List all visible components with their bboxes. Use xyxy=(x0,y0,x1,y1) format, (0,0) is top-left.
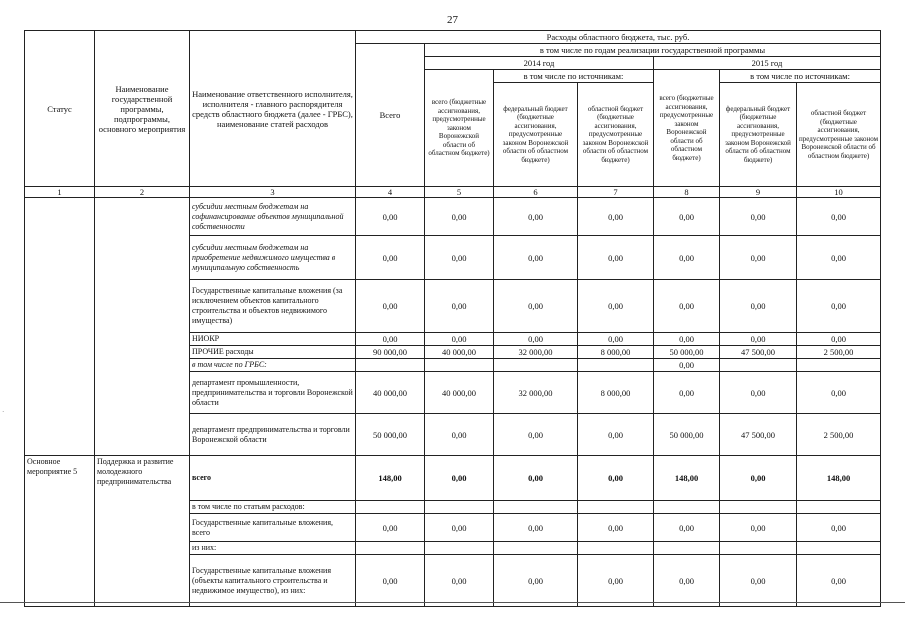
measure-status: Основное мероприятие 5 xyxy=(25,456,95,607)
value-cell: 0,00 xyxy=(654,555,720,607)
header-expenses: Расходы областного бюджета, тыс. руб. xyxy=(356,31,881,44)
value-cell: 0,00 xyxy=(425,456,494,501)
name-cell-empty xyxy=(95,198,190,456)
value-cell xyxy=(356,359,425,372)
value-cell xyxy=(494,542,578,555)
value-cell: 2 500,00 xyxy=(797,414,881,456)
header-all-budget-2015: всего (бюджетные ассигнования, предусмотренные законом Воронежской области об областном бюджете) xyxy=(654,70,720,187)
value-cell: 0,00 xyxy=(654,236,720,280)
value-cell: 0,00 xyxy=(494,514,578,542)
value-cell: 0,00 xyxy=(797,514,881,542)
measure-name: Поддержка и развитие молодежного предпринимательства xyxy=(95,456,190,607)
value-cell xyxy=(720,542,797,555)
value-cell: 0,00 xyxy=(720,372,797,414)
value-cell xyxy=(494,501,578,514)
value-cell: 0,00 xyxy=(356,555,425,607)
value-cell: 0,00 xyxy=(578,198,654,236)
value-cell: 0,00 xyxy=(720,555,797,607)
value-cell: 47 500,00 xyxy=(720,414,797,456)
value-cell xyxy=(578,501,654,514)
value-cell: 32 000,00 xyxy=(494,372,578,414)
value-cell: 0,00 xyxy=(425,236,494,280)
expense-label: субсидии местным бюджетам на софинансирование объектов муниципальной собственности xyxy=(190,198,356,236)
value-cell: 8 000,00 xyxy=(578,346,654,359)
page-number: 27 xyxy=(447,14,458,26)
value-cell: 148,00 xyxy=(654,456,720,501)
value-cell: 0,00 xyxy=(797,236,881,280)
value-cell: 0,00 xyxy=(425,280,494,333)
value-cell xyxy=(425,501,494,514)
value-cell xyxy=(797,542,881,555)
value-cell: 0,00 xyxy=(797,198,881,236)
value-cell xyxy=(494,359,578,372)
value-cell: 0,00 xyxy=(425,555,494,607)
value-cell: 0,00 xyxy=(578,514,654,542)
expense-label: субсидии местным бюджетам на приобретение недвижимого имущества в муниципальную собственность xyxy=(190,236,356,280)
value-cell: 0,00 xyxy=(720,333,797,346)
value-cell: 0,00 xyxy=(654,514,720,542)
value-cell: 50 000,00 xyxy=(654,346,720,359)
value-cell: 40 000,00 xyxy=(425,372,494,414)
expense-label: департамент промышленности, предпринимательства и торговли Воронежской области xyxy=(190,372,356,414)
value-cell: 40 000,00 xyxy=(425,346,494,359)
value-cell: 0,00 xyxy=(494,236,578,280)
value-cell xyxy=(654,542,720,555)
value-cell xyxy=(578,359,654,372)
header-status: Статус xyxy=(25,31,95,187)
value-cell: 0,00 xyxy=(494,280,578,333)
header-federal-2014: федеральный бюджет (бюджетные ассигнования, предусмотренные законом Воронежской области об областном бюджете) xyxy=(494,83,578,187)
value-cell: 8 000,00 xyxy=(578,372,654,414)
measure-expense-label: Государственные капитальные вложения, всего xyxy=(190,514,356,542)
expense-label: ПРОЧИЕ расходы xyxy=(190,346,356,359)
value-cell: 0,00 xyxy=(720,514,797,542)
page-bottom-line xyxy=(0,602,905,603)
value-cell: 0,00 xyxy=(356,333,425,346)
value-cell: 0,00 xyxy=(494,198,578,236)
expense-row xyxy=(25,198,881,236)
value-cell: 0,00 xyxy=(720,456,797,501)
budget-table xyxy=(24,30,881,607)
header-sources-2015: в том числе по источникам: xyxy=(720,70,881,83)
value-cell: 148,00 xyxy=(356,456,425,501)
margin-mark: · xyxy=(2,408,5,416)
status-cell-empty xyxy=(25,198,95,456)
header-name: Наименование государственной программы, подпрограммы, основного мероприятия xyxy=(95,31,190,187)
header-regional-2015: областной бюджет (бюджетные ассигнования, предусмотренные законом Воронежской области об областном бюджете) xyxy=(797,83,881,187)
value-cell xyxy=(720,501,797,514)
value-cell: 0,00 xyxy=(578,280,654,333)
value-cell: 47 500,00 xyxy=(720,346,797,359)
value-cell: 0,00 xyxy=(654,359,720,372)
measure-row xyxy=(25,456,881,501)
value-cell xyxy=(797,501,881,514)
value-cell: 0,00 xyxy=(654,280,720,333)
value-cell: 0,00 xyxy=(356,198,425,236)
measure-expense-label: Государственные капитальные вложения (объекты капитального строительства и недвижимое имущество), из них: xyxy=(190,555,356,607)
value-cell: 50 000,00 xyxy=(654,414,720,456)
value-cell xyxy=(356,542,425,555)
value-cell xyxy=(425,542,494,555)
value-cell: 40 000,00 xyxy=(356,372,425,414)
value-cell xyxy=(578,542,654,555)
value-cell: 90 000,00 xyxy=(356,346,425,359)
value-cell: 0,00 xyxy=(494,414,578,456)
value-cell: 0,00 xyxy=(494,456,578,501)
value-cell: 0,00 xyxy=(578,236,654,280)
value-cell xyxy=(425,359,494,372)
value-cell: 0,00 xyxy=(425,514,494,542)
value-cell xyxy=(356,501,425,514)
value-cell xyxy=(720,359,797,372)
expense-label: Государственные капитальные вложения (за исключением объектов капитального строительства и объектов недвижимого имущества) xyxy=(190,280,356,333)
column-numbers-row: 1 2 3 4 5 6 7 8 9 10 xyxy=(25,187,881,198)
value-cell: 0,00 xyxy=(797,280,881,333)
header-executor: Наименование ответственного исполнителя, исполнителя - главного распорядителя средств областного бюджета (далее - ГРБС), наименование статей расходов xyxy=(190,31,356,187)
value-cell: 0,00 xyxy=(425,198,494,236)
value-cell: 32 000,00 xyxy=(494,346,578,359)
value-cell: 0,00 xyxy=(654,333,720,346)
value-cell: 0,00 xyxy=(720,280,797,333)
value-cell: 0,00 xyxy=(425,414,494,456)
header-total: Всего xyxy=(356,44,425,187)
value-cell: 0,00 xyxy=(578,555,654,607)
measure-expense-label: в том числе по статьям расходов: xyxy=(190,501,356,514)
value-cell: 0,00 xyxy=(578,456,654,501)
header-regional-2014: областной бюджет (бюджетные ассигнования, предусмотренные законом Воронежской области об областном бюджете) xyxy=(578,83,654,187)
header-sources-2014: в том числе по источникам: xyxy=(494,70,654,83)
value-cell: 0,00 xyxy=(494,555,578,607)
value-cell: 0,00 xyxy=(654,198,720,236)
value-cell: 2 500,00 xyxy=(797,346,881,359)
value-cell xyxy=(797,359,881,372)
expense-label: в том числе по ГРБС: xyxy=(190,359,356,372)
value-cell: 50 000,00 xyxy=(356,414,425,456)
value-cell: 0,00 xyxy=(797,372,881,414)
value-cell xyxy=(654,501,720,514)
value-cell: 0,00 xyxy=(578,414,654,456)
value-cell: 0,00 xyxy=(654,372,720,414)
expense-label: департамент предпринимательства и торговли Воронежской области xyxy=(190,414,356,456)
header-year-2015: 2015 год xyxy=(654,57,881,70)
value-cell: 0,00 xyxy=(797,333,881,346)
value-cell: 0,00 xyxy=(578,333,654,346)
header-all-budget-2014: всего (бюджетные ассигнования, предусмотренные законом Воронежской области об областном бюджете) xyxy=(425,70,494,187)
header-year-2014: 2014 год xyxy=(425,57,654,70)
value-cell: 0,00 xyxy=(494,333,578,346)
expense-label: НИОКР xyxy=(190,333,356,346)
value-cell: 0,00 xyxy=(720,236,797,280)
value-cell: 0,00 xyxy=(356,236,425,280)
value-cell: 0,00 xyxy=(797,555,881,607)
measure-expense-label: из них: xyxy=(190,542,356,555)
value-cell: 0,00 xyxy=(720,198,797,236)
value-cell: 0,00 xyxy=(425,333,494,346)
value-cell: 148,00 xyxy=(797,456,881,501)
header-federal-2015: федеральный бюджет (бюджетные ассигнования, предусмотренные законом Воронежской области об областном бюджете) xyxy=(720,83,797,187)
value-cell: 0,00 xyxy=(356,514,425,542)
header-by-years: в том числе по годам реализации государственной программы xyxy=(425,44,881,57)
measure-expense-label: всего xyxy=(190,456,356,501)
value-cell: 0,00 xyxy=(356,280,425,333)
